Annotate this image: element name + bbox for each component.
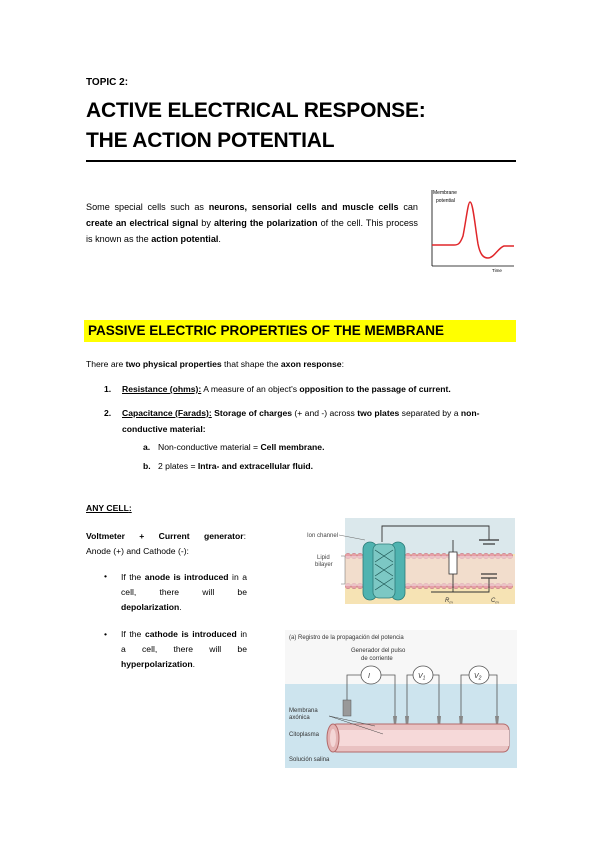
svg-text:I: I <box>368 673 370 680</box>
graph-x-label: Time <box>492 268 502 273</box>
label-bilayer: bilayer <box>315 562 333 568</box>
svg-text:V2: $V_2$ <box>474 673 482 682</box>
svg-text:V1: $V_1$ <box>418 673 426 682</box>
action-potential-graph <box>428 186 518 274</box>
bullet-dot: • <box>104 571 108 581</box>
label-ion-channel: Ion channel <box>307 533 339 539</box>
title-divider <box>86 160 516 162</box>
graph-y-label-1: Membrane <box>433 190 457 196</box>
label-generator-2: de corriente <box>361 656 393 662</box>
bullet-dot: • <box>104 629 108 639</box>
axon-recording-figure <box>285 630 517 768</box>
label-cm: $C_m$ <box>491 598 499 605</box>
bilayer-bracket <box>341 556 345 584</box>
section1-intro: There are two physical properties that shape the axon response: <box>86 359 344 369</box>
label-membrana: Membrana <box>289 708 318 714</box>
section-heading-passive: PASSIVE ELECTRIC PROPERTIES OF THE MEMBRANE <box>88 323 445 338</box>
sublist-letter-a: a. <box>143 442 151 452</box>
resistor-symbol <box>449 552 457 574</box>
sublist-item-membrane: Non-conductive material = Cell membrane. <box>158 442 325 452</box>
page-title-line-1: ACTIVE ELECTRICAL RESPONSE: <box>86 99 426 122</box>
intro-paragraph: Some special cells such as neurons, sensorial cells and muscle cells can create an electrical signal by altering the polarization of the cell. This process is known as the action potential. <box>86 202 418 244</box>
label-solucion-salina: Solución salina <box>289 757 330 763</box>
list-item-capacitance: Capacitance (Farads): Storage of charges (+ and -) across two plates separated by a non-conductive material: <box>122 408 480 434</box>
bullet-anode: If the anode is introduced in a cell, there will be depolarization. <box>121 572 248 612</box>
list-number-2: 2. <box>104 408 112 418</box>
label-axonica: axónica <box>289 715 310 721</box>
page-title-line-2: THE ACTION POTENTIAL <box>86 129 335 152</box>
list-item-resistance: Resistance (ohms): A measure of an object's opposition to the passage of current. <box>122 384 451 394</box>
sublist-letter-b: b. <box>143 461 151 471</box>
membrane-circuit-figure <box>303 518 515 612</box>
label-citoplasma: Citoplasma <box>289 732 320 738</box>
action-potential-curve <box>432 202 514 258</box>
label-generator-1: Generador del pulso <box>351 648 406 654</box>
section-heading-any-cell: ANY CELL: <box>86 503 132 513</box>
axon-tube <box>327 724 509 752</box>
list-number-1: 1. <box>104 384 112 394</box>
electrode <box>343 700 351 716</box>
sublist-item-plates: 2 plates = Intra- and extracellular fluid. <box>158 461 313 471</box>
label-lipid: Lipid <box>317 555 330 561</box>
voltmeter-text: Voltmeter + Current generator: Anode (+) and Cathode (-): <box>86 531 246 556</box>
ion-channel-protein <box>363 542 405 600</box>
graph-y-label-2: potential <box>436 198 455 204</box>
label-rm: $R_m$ <box>445 598 453 605</box>
topic-label: TOPIC 2: <box>86 77 129 88</box>
caption: (a) Registro de la propagación del potencia <box>289 635 404 641</box>
bullet-cathode: If the cathode is introduced in a cell, there will be hyperpolarization. <box>121 629 248 669</box>
